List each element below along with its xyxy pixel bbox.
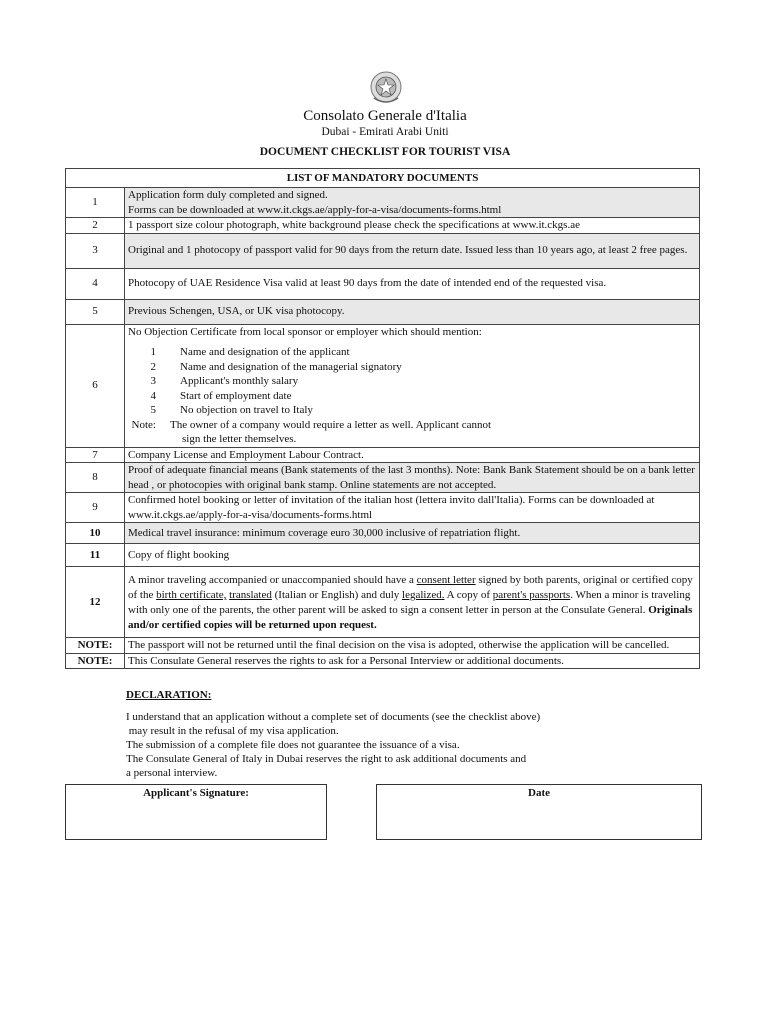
table-row	[66, 567, 700, 638]
table-row	[66, 188, 700, 218]
date-box[interactable]	[376, 784, 702, 840]
list-item-text: Name and designation of the applicant	[180, 346, 350, 358]
row-number: 5	[66, 299, 125, 324]
row-text: A minor traveling accompanied or unaccompanied should have a consent letter signed by both parents, original or certified copy of the birth certificate, translated (Italian or English) and duly legalized. A copy of parent's passports. When a minor is traveling with only one of the parents, the other parent will be asked to sign a consent letter in person at the Consulate General. Originals and/or certified copies will be returned upon request.	[125, 567, 700, 638]
row-number: 8	[66, 463, 125, 493]
consulate-name: Consolato Generale d'Italia	[303, 108, 467, 124]
row-text: Proof of adequate financial means (Bank statements of the last 3 months). Note: Bank Bank Statement should be on a bank letter head , or photocopies with original bank stamp. Online statements are not accepted.	[125, 463, 700, 493]
row-text: This Consulate General reserves the rights to ask for a Personal Interview or additional documents.	[125, 653, 700, 669]
row-text: The passport will not be returned until the final decision on the visa is adopted, otherwise the application will be cancelled.	[125, 638, 700, 654]
applicant-signature-label: Applicant's Signature:	[143, 787, 249, 799]
table-row	[66, 233, 700, 268]
list-item-text: The owner of a company would require a letter as well. Applicant cannot	[170, 418, 492, 431]
list-item-number: Note:	[131, 418, 156, 431]
table-header-row	[66, 169, 700, 188]
row-number: 10	[66, 523, 125, 544]
row-number: 6	[66, 324, 125, 447]
list-item	[128, 360, 697, 375]
list-item-number: 3	[150, 375, 156, 387]
table-row	[66, 299, 700, 324]
row-text	[125, 324, 700, 447]
declaration-line: may result in the refusal of my visa application.	[126, 725, 339, 737]
row-line: Application form duly completed and signed.	[128, 189, 328, 201]
declaration-line: I understand that an application without a complete set of documents (see the checklist above)	[126, 711, 541, 723]
table-row	[66, 324, 700, 447]
row-number: NOTE:	[66, 653, 125, 669]
row-text: Company License and Employment Labour Contract.	[125, 447, 700, 463]
row-text: Confirmed hotel booking or letter of invitation of the italian host (lettera invito dall'Italia). Forms can be downloaded at www.it.ckgs.ae/apply-for-a-visa/documents-forms.html	[125, 493, 700, 523]
consulate-location: Dubai - Emirati Arabi Uniti	[321, 126, 449, 138]
list-item-number: 4	[150, 389, 156, 402]
row-number: 7	[66, 447, 125, 463]
date-label: Date	[528, 787, 550, 799]
table-row	[66, 463, 700, 493]
row-number: NOTE:	[66, 638, 125, 654]
italian-emblem-icon	[366, 68, 406, 108]
table-row	[66, 493, 700, 523]
row-number: 2	[66, 218, 125, 234]
list-item	[128, 374, 697, 389]
row-text: Photocopy of UAE Residence Visa valid at least 90 days from the date of intended end of the requested visa.	[125, 268, 700, 299]
checklist-table	[65, 168, 700, 669]
row-number: 9	[66, 493, 125, 523]
list-item-text: Start of employment date	[180, 389, 292, 402]
row-text: Previous Schengen, USA, or UK visa photocopy.	[125, 299, 700, 324]
table-row	[66, 523, 700, 544]
row-text: Original and 1 photocopy of passport valid for 90 days from the return date. Issued less than 10 years ago, at least 2 free pages.	[125, 233, 700, 268]
table-heading: LIST OF MANDATORY DOCUMENTS	[66, 169, 700, 188]
row-number: 4	[66, 268, 125, 299]
table-row	[66, 638, 700, 654]
list-item-text: Applicant's monthly salary	[180, 375, 299, 387]
declaration-title: DECLARATION:	[126, 689, 212, 701]
page-title: DOCUMENT CHECKLIST FOR TOURIST VISA	[259, 146, 511, 158]
row-text: 1 passport size colour photograph, white background please check the specifications at www.it.ckgs.ae	[125, 218, 700, 234]
list-item	[128, 432, 697, 447]
declaration-line: The submission of a complete file does not guarantee the issuance of a visa.	[126, 739, 460, 751]
noc-intro: No Objection Certificate from local sponsor or employer which should mention:	[128, 325, 482, 338]
table-row	[66, 447, 700, 463]
row-number: 1	[66, 188, 125, 218]
declaration-line: a personal interview.	[126, 767, 218, 779]
row-number: 12	[66, 567, 125, 638]
row-text	[125, 188, 700, 218]
applicant-signature-box[interactable]	[65, 784, 327, 840]
list-item-text: sign the letter themselves.	[182, 433, 297, 445]
list-item	[128, 389, 697, 404]
list-item-text: No objection on travel to Italy	[180, 404, 313, 416]
noc-list	[128, 345, 697, 447]
table-row	[66, 268, 700, 299]
declaration-line: The Consulate General of Italy in Dubai reserves the right to ask additional documents and	[126, 753, 527, 765]
list-item-number: 5	[150, 404, 156, 416]
row-number: 11	[66, 544, 125, 567]
declaration	[126, 688, 540, 780]
table-row	[66, 544, 700, 567]
table-row	[66, 653, 700, 669]
table-row	[66, 218, 700, 234]
list-item-number: 1	[150, 346, 156, 358]
list-item	[128, 403, 697, 418]
list-item	[128, 418, 697, 433]
row-line: Forms can be downloaded at www.it.ckgs.ae/apply-for-a-visa/documents-forms.html	[128, 203, 502, 216]
list-item-text: Name and designation of the managerial signatory	[180, 360, 402, 373]
list-item-number: 2	[150, 360, 156, 373]
row-text: Medical travel insurance: minimum coverage euro 30,000 inclusive of repatriation flight.	[125, 523, 700, 544]
row-text: Copy of flight booking	[125, 544, 700, 567]
row-number: 3	[66, 233, 125, 268]
list-item	[128, 345, 697, 360]
